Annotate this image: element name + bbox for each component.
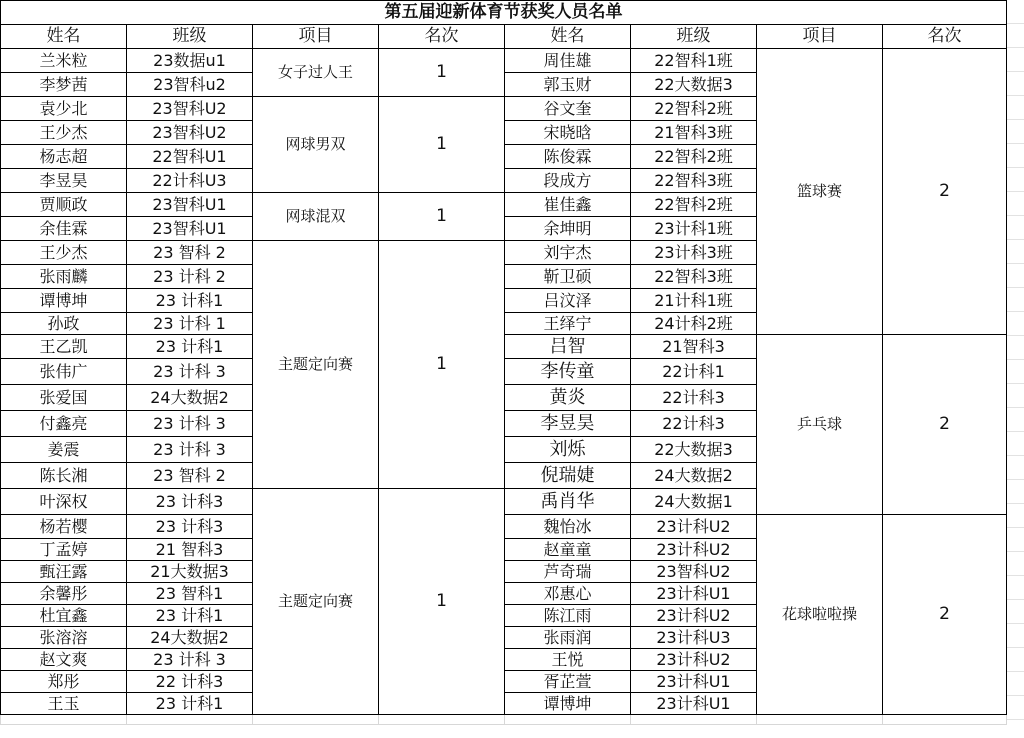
rank-cell: 1 xyxy=(379,193,505,241)
rank-cell: 2 xyxy=(883,335,1007,515)
event-cell: 女子过人王 xyxy=(253,49,379,97)
table-title: 第五届迎新体育节获奖人员名单 xyxy=(1,1,1007,25)
name-cell: 王绎宁 xyxy=(505,313,631,335)
name-cell: 叶深权 xyxy=(1,489,127,515)
class-cell: 23计科3班 xyxy=(631,241,757,265)
name-cell: 陈俊霖 xyxy=(505,145,631,169)
class-cell: 23计科U1 xyxy=(631,693,757,715)
name-cell: 王少杰 xyxy=(1,121,127,145)
class-cell: 21大数据3 xyxy=(127,561,253,583)
header-name-left: 姓名 xyxy=(1,25,127,49)
rank-cell: 2 xyxy=(883,49,1007,335)
empty-cell xyxy=(127,715,253,725)
class-cell: 22智科U1 xyxy=(127,145,253,169)
name-cell: 吕汶泽 xyxy=(505,289,631,313)
name-cell: 芦奇瑞 xyxy=(505,561,631,583)
header-rank-left: 名次 xyxy=(379,25,505,49)
name-cell: 杨若樱 xyxy=(1,515,127,539)
class-cell: 23计科1班 xyxy=(631,217,757,241)
empty-row xyxy=(1,715,1007,725)
class-cell: 23 智科 2 xyxy=(127,463,253,489)
name-cell: 张雨润 xyxy=(505,627,631,649)
name-cell: 周佳雄 xyxy=(505,49,631,73)
class-cell: 24大数据2 xyxy=(631,463,757,489)
class-cell: 22智科2班 xyxy=(631,97,757,121)
class-cell: 24大数据2 xyxy=(127,627,253,649)
header-class-right: 班级 xyxy=(631,25,757,49)
event-cell: 网球男双 xyxy=(253,97,379,193)
name-cell: 余馨彤 xyxy=(1,583,127,605)
name-cell: 禹肖华 xyxy=(505,489,631,515)
empty-cell xyxy=(883,715,1007,725)
class-cell: 23 智科1 xyxy=(127,583,253,605)
class-cell: 21智科3班 xyxy=(631,121,757,145)
name-cell: 郭玉财 xyxy=(505,73,631,97)
rank-cell: 1 xyxy=(379,241,505,489)
name-cell: 姜震 xyxy=(1,437,127,463)
empty-cell xyxy=(1,715,127,725)
class-cell: 22大数据3 xyxy=(631,437,757,463)
name-cell: 付鑫亮 xyxy=(1,411,127,437)
class-cell: 23智科U1 xyxy=(127,193,253,217)
class-cell: 23 计科 3 xyxy=(127,649,253,671)
name-cell: 兰米粒 xyxy=(1,49,127,73)
class-cell: 23计科U1 xyxy=(631,671,757,693)
class-cell: 23智科U1 xyxy=(127,217,253,241)
class-cell: 22计科3 xyxy=(631,385,757,411)
name-cell: 谭博坤 xyxy=(505,693,631,715)
name-cell: 宋晓晗 xyxy=(505,121,631,145)
name-cell: 赵童童 xyxy=(505,539,631,561)
class-cell: 23数据u1 xyxy=(127,49,253,73)
event-cell: 网球混双 xyxy=(253,193,379,241)
header-event-left: 项目 xyxy=(253,25,379,49)
name-cell: 谭博坤 xyxy=(1,289,127,313)
class-cell: 23 计科 3 xyxy=(127,359,253,385)
name-cell: 王玉 xyxy=(1,693,127,715)
class-cell: 24大数据2 xyxy=(127,385,253,411)
name-cell: 李传童 xyxy=(505,359,631,385)
class-cell: 22计科3 xyxy=(631,411,757,437)
class-cell: 23 计科1 xyxy=(127,693,253,715)
name-cell: 魏怡冰 xyxy=(505,515,631,539)
class-cell: 22智科2班 xyxy=(631,193,757,217)
class-cell: 23 计科3 xyxy=(127,515,253,539)
name-cell: 吕智 xyxy=(505,335,631,359)
rank-cell: 1 xyxy=(379,97,505,193)
class-cell: 23 智科 2 xyxy=(127,241,253,265)
table-row xyxy=(1,49,1007,73)
class-cell: 23 计科 3 xyxy=(127,411,253,437)
class-cell: 23计科U1 xyxy=(631,583,757,605)
empty-cell xyxy=(757,715,883,725)
class-cell: 23计科U3 xyxy=(631,627,757,649)
header-rank-right: 名次 xyxy=(883,25,1007,49)
class-cell: 23计科U2 xyxy=(631,515,757,539)
name-cell: 崔佳鑫 xyxy=(505,193,631,217)
name-cell: 王悦 xyxy=(505,649,631,671)
event-cell: 乒乓球 xyxy=(757,335,883,515)
name-cell: 张伟广 xyxy=(1,359,127,385)
class-cell: 23 计科 3 xyxy=(127,437,253,463)
name-cell: 靳卫硕 xyxy=(505,265,631,289)
name-cell: 余坤明 xyxy=(505,217,631,241)
name-cell: 李昱昊 xyxy=(505,411,631,437)
name-cell: 孙政 xyxy=(1,313,127,335)
name-cell: 谷文奎 xyxy=(505,97,631,121)
class-cell: 22大数据3 xyxy=(631,73,757,97)
class-cell: 23 计科 2 xyxy=(127,265,253,289)
class-cell: 23 计科1 xyxy=(127,289,253,313)
name-cell: 胥芷萱 xyxy=(505,671,631,693)
rank-cell: 1 xyxy=(379,49,505,97)
class-cell: 22智科3班 xyxy=(631,169,757,193)
name-cell: 袁少北 xyxy=(1,97,127,121)
class-cell: 23智科u2 xyxy=(127,73,253,97)
empty-cell xyxy=(631,715,757,725)
event-cell: 主题定向赛 xyxy=(253,241,379,489)
class-cell: 23智科U2 xyxy=(127,121,253,145)
rank-cell: 2 xyxy=(883,515,1007,715)
name-cell: 王乙凯 xyxy=(1,335,127,359)
name-cell: 王少杰 xyxy=(1,241,127,265)
class-cell: 22计科U3 xyxy=(127,169,253,193)
class-cell: 21计科1班 xyxy=(631,289,757,313)
name-cell: 甄汪露 xyxy=(1,561,127,583)
name-cell: 余佳霖 xyxy=(1,217,127,241)
empty-cell xyxy=(253,715,379,725)
class-cell: 23 计科3 xyxy=(127,489,253,515)
rank-cell: 1 xyxy=(379,489,505,715)
name-cell: 倪瑞婕 xyxy=(505,463,631,489)
class-cell: 23计科U2 xyxy=(631,649,757,671)
event-cell: 花球啦啦操 xyxy=(757,515,883,715)
class-cell: 22计科1 xyxy=(631,359,757,385)
empty-cell xyxy=(379,715,505,725)
name-cell: 张溶溶 xyxy=(1,627,127,649)
name-cell: 李梦茜 xyxy=(1,73,127,97)
name-cell: 李昱昊 xyxy=(1,169,127,193)
name-cell: 段成方 xyxy=(505,169,631,193)
event-cell: 篮球赛 xyxy=(757,49,883,335)
name-cell: 张爱国 xyxy=(1,385,127,411)
class-cell: 22 计科3 xyxy=(127,671,253,693)
name-cell: 刘宇杰 xyxy=(505,241,631,265)
class-cell: 23智科U2 xyxy=(127,97,253,121)
name-cell: 杨志超 xyxy=(1,145,127,169)
name-cell: 黄炎 xyxy=(505,385,631,411)
name-cell: 赵文爽 xyxy=(1,649,127,671)
class-cell: 22智科2班 xyxy=(631,145,757,169)
name-cell: 张雨麟 xyxy=(1,265,127,289)
class-cell: 24大数据1 xyxy=(631,489,757,515)
empty-cell xyxy=(505,715,631,725)
class-cell: 21 智科3 xyxy=(127,539,253,561)
name-cell: 刘烁 xyxy=(505,437,631,463)
header-event-right: 项目 xyxy=(757,25,883,49)
header-class-left: 班级 xyxy=(127,25,253,49)
header-name-right: 姓名 xyxy=(505,25,631,49)
class-cell: 22智科3班 xyxy=(631,265,757,289)
name-cell: 丁孟婷 xyxy=(1,539,127,561)
name-cell: 贾顺政 xyxy=(1,193,127,217)
name-cell: 郑彤 xyxy=(1,671,127,693)
event-cell: 主题定向赛 xyxy=(253,489,379,715)
name-cell: 陈江雨 xyxy=(505,605,631,627)
class-cell: 23 计科 1 xyxy=(127,313,253,335)
class-cell: 23计科U2 xyxy=(631,605,757,627)
class-cell: 21智科3 xyxy=(631,335,757,359)
class-cell: 23 计科1 xyxy=(127,605,253,627)
name-cell: 陈长湘 xyxy=(1,463,127,489)
class-cell: 22智科1班 xyxy=(631,49,757,73)
name-cell: 邓惠心 xyxy=(505,583,631,605)
name-cell: 杜宜鑫 xyxy=(1,605,127,627)
spreadsheet-gridlines xyxy=(1006,0,1024,738)
class-cell: 24计科2班 xyxy=(631,313,757,335)
class-cell: 23计科U2 xyxy=(631,539,757,561)
class-cell: 23 计科1 xyxy=(127,335,253,359)
class-cell: 23智科U2 xyxy=(631,561,757,583)
